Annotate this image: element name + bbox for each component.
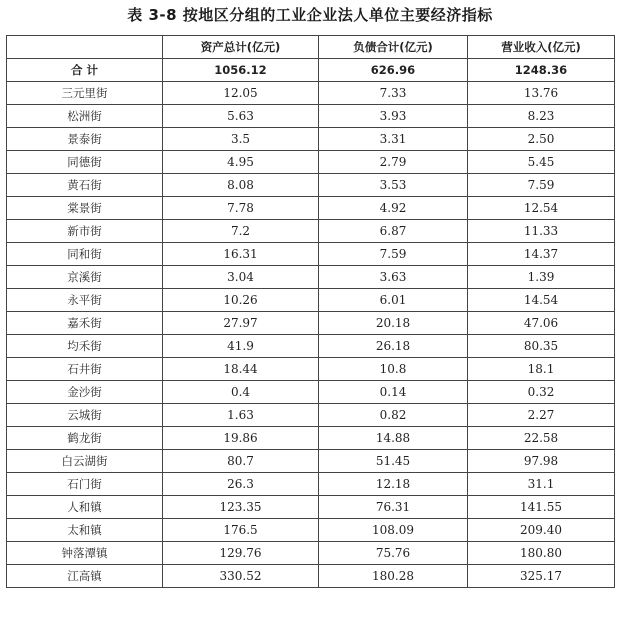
total-liabilities-cell: 26.18	[319, 335, 468, 358]
table-title: 表 3-8 按地区分组的工业企业法人单位主要经济指标	[127, 6, 493, 24]
region-name: 新市街	[7, 220, 163, 243]
total-liabilities-cell: 3.93	[319, 105, 468, 128]
total-liabilities-cell: 51.45	[319, 450, 468, 473]
total-assets-cell: 16.31	[163, 243, 319, 266]
total-liabilities-cell: 0.82	[319, 404, 468, 427]
total-assets-cell: 4.95	[163, 151, 319, 174]
table-row	[7, 473, 615, 496]
table-row	[7, 450, 615, 473]
total-liabilities-cell: 3.31	[319, 128, 468, 151]
region-name: 云城街	[7, 404, 163, 427]
region-name: 棠景街	[7, 197, 163, 220]
header-total-assets: 资产总计(亿元)	[163, 36, 319, 59]
table-row	[7, 197, 615, 220]
table-row	[7, 404, 615, 427]
table-row	[7, 542, 615, 565]
total-assets-cell: 10.26	[163, 289, 319, 312]
operating-revenue-cell: 97.98	[468, 450, 615, 473]
total-label: 合 计	[7, 59, 163, 82]
table-row	[7, 427, 615, 450]
region-name: 金沙街	[7, 381, 163, 404]
region-name: 松洲街	[7, 105, 163, 128]
region-name: 鹤龙街	[7, 427, 163, 450]
total-liabilities-cell: 2.79	[319, 151, 468, 174]
total-assets-cell: 7.2	[163, 220, 319, 243]
economic-indicators-table	[6, 35, 615, 588]
total-liabilities-cell: 4.92	[319, 197, 468, 220]
total-liabilities-cell: 14.88	[319, 427, 468, 450]
operating-revenue-cell: 209.40	[468, 519, 615, 542]
operating-revenue-cell: 14.54	[468, 289, 615, 312]
total-assets-cell: 41.9	[163, 335, 319, 358]
total-assets-cell: 26.3	[163, 473, 319, 496]
region-name: 白云湖街	[7, 450, 163, 473]
operating-revenue-cell: 2.27	[468, 404, 615, 427]
table-row	[7, 174, 615, 197]
total-liabilities-cell: 6.87	[319, 220, 468, 243]
total-assets-cell: 129.76	[163, 542, 319, 565]
total-assets-cell: 80.7	[163, 450, 319, 473]
total-row	[7, 59, 615, 82]
total-assets-cell: 123.35	[163, 496, 319, 519]
operating-revenue-cell: 12.54	[468, 197, 615, 220]
total-liabilities-cell: 76.31	[319, 496, 468, 519]
region-name: 石井街	[7, 358, 163, 381]
table-row	[7, 381, 615, 404]
region-name: 景泰街	[7, 128, 163, 151]
operating-revenue-cell: 0.32	[468, 381, 615, 404]
operating-revenue-cell: 22.58	[468, 427, 615, 450]
table-row	[7, 220, 615, 243]
header-operating-revenue: 营业收入(亿元)	[468, 36, 615, 59]
operating-revenue-cell: 18.1	[468, 358, 615, 381]
operating-revenue-cell: 47.06	[468, 312, 615, 335]
total-assets-cell: 5.63	[163, 105, 319, 128]
region-name: 京溪街	[7, 266, 163, 289]
total-liabilities-cell: 7.33	[319, 82, 468, 105]
total-liabilities-cell: 6.01	[319, 289, 468, 312]
region-name: 同德街	[7, 151, 163, 174]
total-liabilities-cell: 180.28	[319, 565, 468, 588]
total-revenue: 1248.36	[468, 59, 615, 82]
table-row	[7, 496, 615, 519]
table-row	[7, 312, 615, 335]
operating-revenue-cell: 80.35	[468, 335, 615, 358]
region-name: 同和街	[7, 243, 163, 266]
total-assets-cell: 176.5	[163, 519, 319, 542]
region-name: 钟落潭镇	[7, 542, 163, 565]
total-assets-cell: 18.44	[163, 358, 319, 381]
operating-revenue-cell: 11.33	[468, 220, 615, 243]
region-name: 江高镇	[7, 565, 163, 588]
total-assets-cell: 7.78	[163, 197, 319, 220]
table-row	[7, 105, 615, 128]
total-assets-cell: 330.52	[163, 565, 319, 588]
operating-revenue-cell: 14.37	[468, 243, 615, 266]
table-row	[7, 335, 615, 358]
region-name: 三元里街	[7, 82, 163, 105]
total-assets: 1056.12	[163, 59, 319, 82]
operating-revenue-cell: 5.45	[468, 151, 615, 174]
operating-revenue-cell: 180.80	[468, 542, 615, 565]
region-name: 黄石街	[7, 174, 163, 197]
region-name: 均禾街	[7, 335, 163, 358]
table-row	[7, 358, 615, 381]
total-liabilities-cell: 0.14	[319, 381, 468, 404]
table-row	[7, 151, 615, 174]
total-liabilities-cell: 3.63	[319, 266, 468, 289]
total-liabilities-cell: 75.76	[319, 542, 468, 565]
region-name: 人和镇	[7, 496, 163, 519]
total-liabilities-cell: 108.09	[319, 519, 468, 542]
operating-revenue-cell: 141.55	[468, 496, 615, 519]
table-row	[7, 289, 615, 312]
table-row	[7, 266, 615, 289]
total-assets-cell: 3.5	[163, 128, 319, 151]
total-liabilities: 626.96	[319, 59, 468, 82]
total-assets-cell: 3.04	[163, 266, 319, 289]
operating-revenue-cell: 7.59	[468, 174, 615, 197]
operating-revenue-cell: 1.39	[468, 266, 615, 289]
operating-revenue-cell: 8.23	[468, 105, 615, 128]
operating-revenue-cell: 325.17	[468, 565, 615, 588]
operating-revenue-cell: 13.76	[468, 82, 615, 105]
total-assets-cell: 19.86	[163, 427, 319, 450]
header-region	[7, 36, 163, 59]
total-liabilities-cell: 3.53	[319, 174, 468, 197]
table-row	[7, 128, 615, 151]
header-total-liabilities: 负债合计(亿元)	[319, 36, 468, 59]
total-assets-cell: 27.97	[163, 312, 319, 335]
total-assets-cell: 8.08	[163, 174, 319, 197]
region-name: 嘉禾街	[7, 312, 163, 335]
region-name: 太和镇	[7, 519, 163, 542]
total-liabilities-cell: 20.18	[319, 312, 468, 335]
total-liabilities-cell: 10.8	[319, 358, 468, 381]
table-row	[7, 565, 615, 588]
total-assets-cell: 0.4	[163, 381, 319, 404]
total-assets-cell: 1.63	[163, 404, 319, 427]
region-name: 石门街	[7, 473, 163, 496]
operating-revenue-cell: 31.1	[468, 473, 615, 496]
total-assets-cell: 12.05	[163, 82, 319, 105]
total-liabilities-cell: 7.59	[319, 243, 468, 266]
table-row	[7, 243, 615, 266]
table-row	[7, 82, 615, 105]
operating-revenue-cell: 2.50	[468, 128, 615, 151]
region-name: 永平街	[7, 289, 163, 312]
total-liabilities-cell: 12.18	[319, 473, 468, 496]
header-row	[7, 36, 615, 59]
table-row	[7, 519, 615, 542]
